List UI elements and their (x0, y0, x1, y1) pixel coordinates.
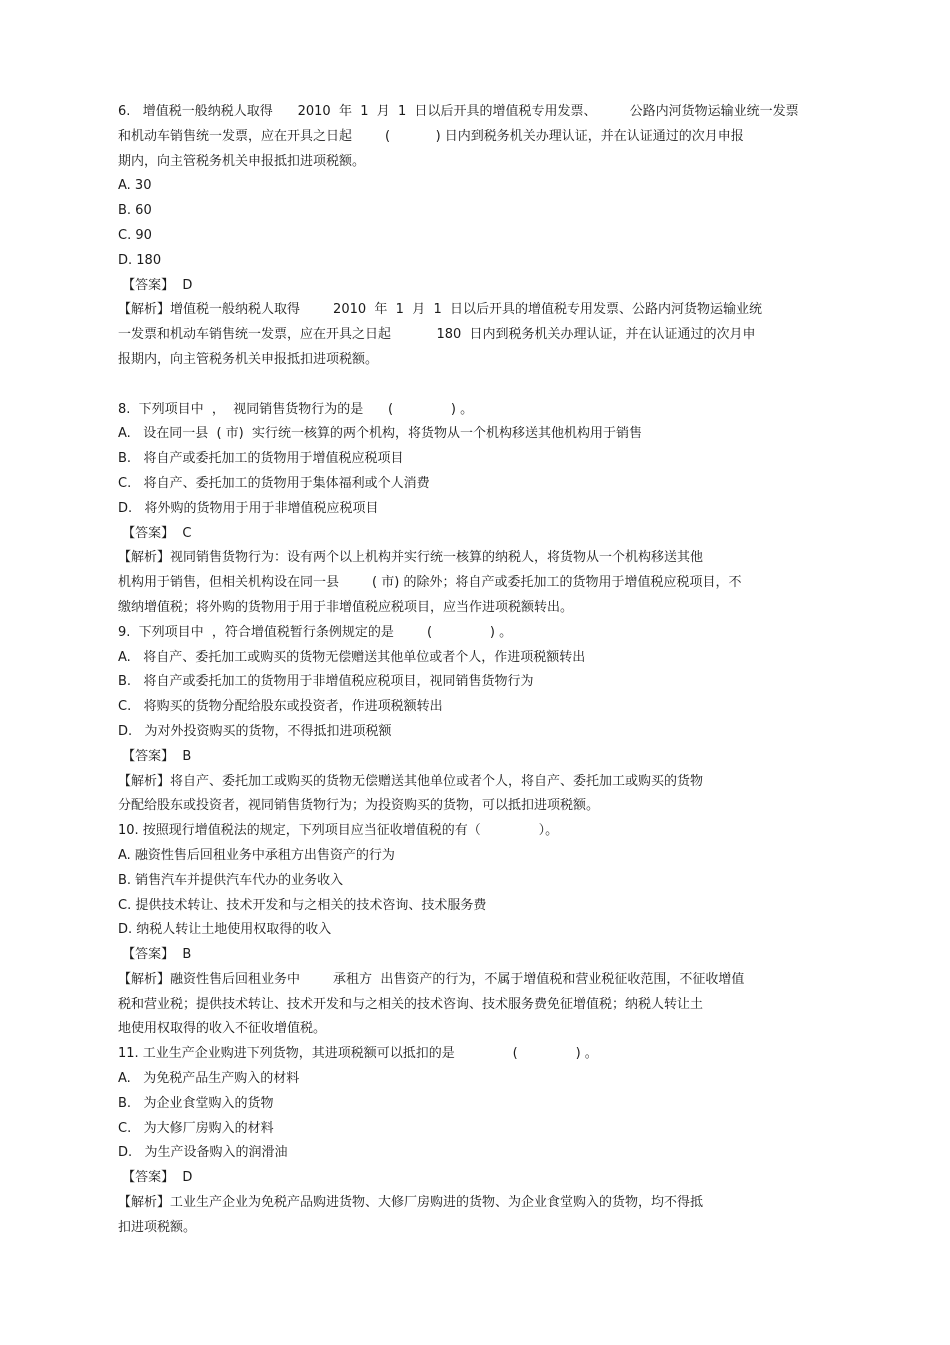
text-line: 【答案】 B (118, 748, 192, 764)
text-line: D. 180 (118, 252, 162, 268)
text-line: C. 提供技术转让、技术开发和与之相关的技术咨询、技术服务费 (118, 897, 487, 913)
text-line: 机构用于销售，但相关机构设在同一县 ( 市) 的除外；将自产或委托加工的货物用于增值税应税项目，不 (118, 575, 742, 591)
text-line: 扣进项税额。 (118, 1219, 197, 1235)
text-line: B. 将自产或委托加工的货物用于增值税应税项目 (118, 451, 404, 467)
document-page (118, 100, 818, 1241)
text-line: A. 为免税产品生产购入的材料 (118, 1071, 300, 1087)
text-line: D. 为生产设备购入的润滑油 (118, 1145, 288, 1161)
text-line: 【答案】 B (118, 947, 192, 963)
text-line: 9. 下列项目中 ，符合增值税暂行条例规定的是 ( ) 。 (118, 624, 513, 640)
text-line: 分配给股东或投资者，视同销售货物行为；为投资购买的货物，可以抵扣进项税额。 (118, 798, 600, 814)
text-line: B. 为企业食堂购入的货物 (118, 1095, 274, 1111)
text-line: D. 为对外投资购买的货物，不得抵扣进项税额 (118, 723, 392, 739)
text-line: B. 销售汽车并提供汽车代办的业务收入 (118, 872, 344, 888)
text-line: 期内，向主管税务机关申报抵扣进项税额。 (118, 153, 366, 169)
text-line: 和机动车销售统一发票，应在开具之日起 ( ) 日内到税务机关办理认证，并在认证通过的次月申报 (118, 128, 744, 144)
text-line: A. 将自产、委托加工或购买的货物无偿赠送其他单位或者个人，作进项税额转出 (118, 649, 586, 665)
text-line: B. 将自产或委托加工的货物用于非增值税应税项目，视同销售货物行为 (118, 674, 534, 690)
text-line: 【答案】 D (118, 277, 193, 293)
text-line: 【答案】 D (118, 1170, 193, 1186)
text-line: C. 将自产、委托加工的货物用于集体福利或个人消费 (118, 475, 430, 491)
text-line: 【解析】将自产、委托加工或购买的货物无偿赠送其他单位或者个人，将自产、委托加工或购买的货物 (118, 773, 704, 789)
text-line: 8. 下列项目中 ， 视同销售货物行为的是 ( ) 。 (118, 401, 474, 417)
text-line: C. 为大修厂房购入的材料 (118, 1120, 274, 1136)
blank-line (118, 373, 818, 398)
text-line: 缴纳增值税；将外购的货物用于用于非增值税应税项目，应当作进项税额转出。 (118, 599, 574, 615)
text-line: 【解析】视同销售货物行为：设有两个以上机构并实行统一核算的纳税人，将货物从一个机构移送其他 (118, 550, 704, 566)
text-line: A. 融资性售后回租业务中承租方出售资产的行为 (118, 847, 395, 863)
text-line: 【解析】工业生产企业为免税产品购进货物、大修厂房购进的货物、为企业食堂购入的货物，均不得抵 (118, 1195, 704, 1211)
text-line: C. 90 (118, 227, 152, 243)
text-line: C. 将购买的货物分配给股东或投资者，作进项税额转出 (118, 699, 443, 715)
text-line: 11. 工业生产企业购进下列货物，其进项税额可以抵扣的是 ( ) 。 (118, 1046, 598, 1062)
text-line: A. 30 (118, 178, 152, 194)
text-line: D. 纳税人转让土地使用权取得的收入 (118, 922, 332, 938)
text-line: 报期内，向主管税务机关申报抵扣进项税额。 (118, 351, 379, 367)
text-line: 一发票和机动车销售统一发票，应在开具之日起 180 日内到税务机关办理认证，并在认证通过的次月申 (118, 327, 756, 343)
text-line: 6. 增值税一般纳税人取得 2010 年 1 月 1 日以后开具的增值税专用发票、 公路内河货物运输业统一发票 (118, 104, 799, 119)
text-line: 10. 按照现行增值税法的规定，下列项目应当征收增值税的有（ ）。 (118, 823, 559, 839)
text-line: 税和营业税；提供技术转让、技术开发和与之相关的技术咨询、技术服务费免征增值税；纳税人转让土 (118, 996, 704, 1012)
text-line: 【解析】融资性售后回租业务中 承租方 出售资产的行为，不属于增值税和营业税征收范围，不征收增值 (118, 971, 745, 987)
text-line: B. 60 (118, 203, 152, 219)
text-line: 【答案】 C (118, 525, 192, 541)
text-line: A. 设在同一县 ( 市) 实行统一核算的两个机构，将货物从一个机构移送其他机构用于销售 (118, 426, 642, 442)
text-line: 【解析】增值税一般纳税人取得 2010 年 1 月 1 日以后开具的增值税专用发票、公路内河货物运输业统 (118, 302, 763, 318)
text-line: D. 将外购的货物用于用于非增值税应税项目 (118, 500, 379, 516)
text-line: 地使用权取得的收入不征收增值税。 (118, 1021, 327, 1037)
